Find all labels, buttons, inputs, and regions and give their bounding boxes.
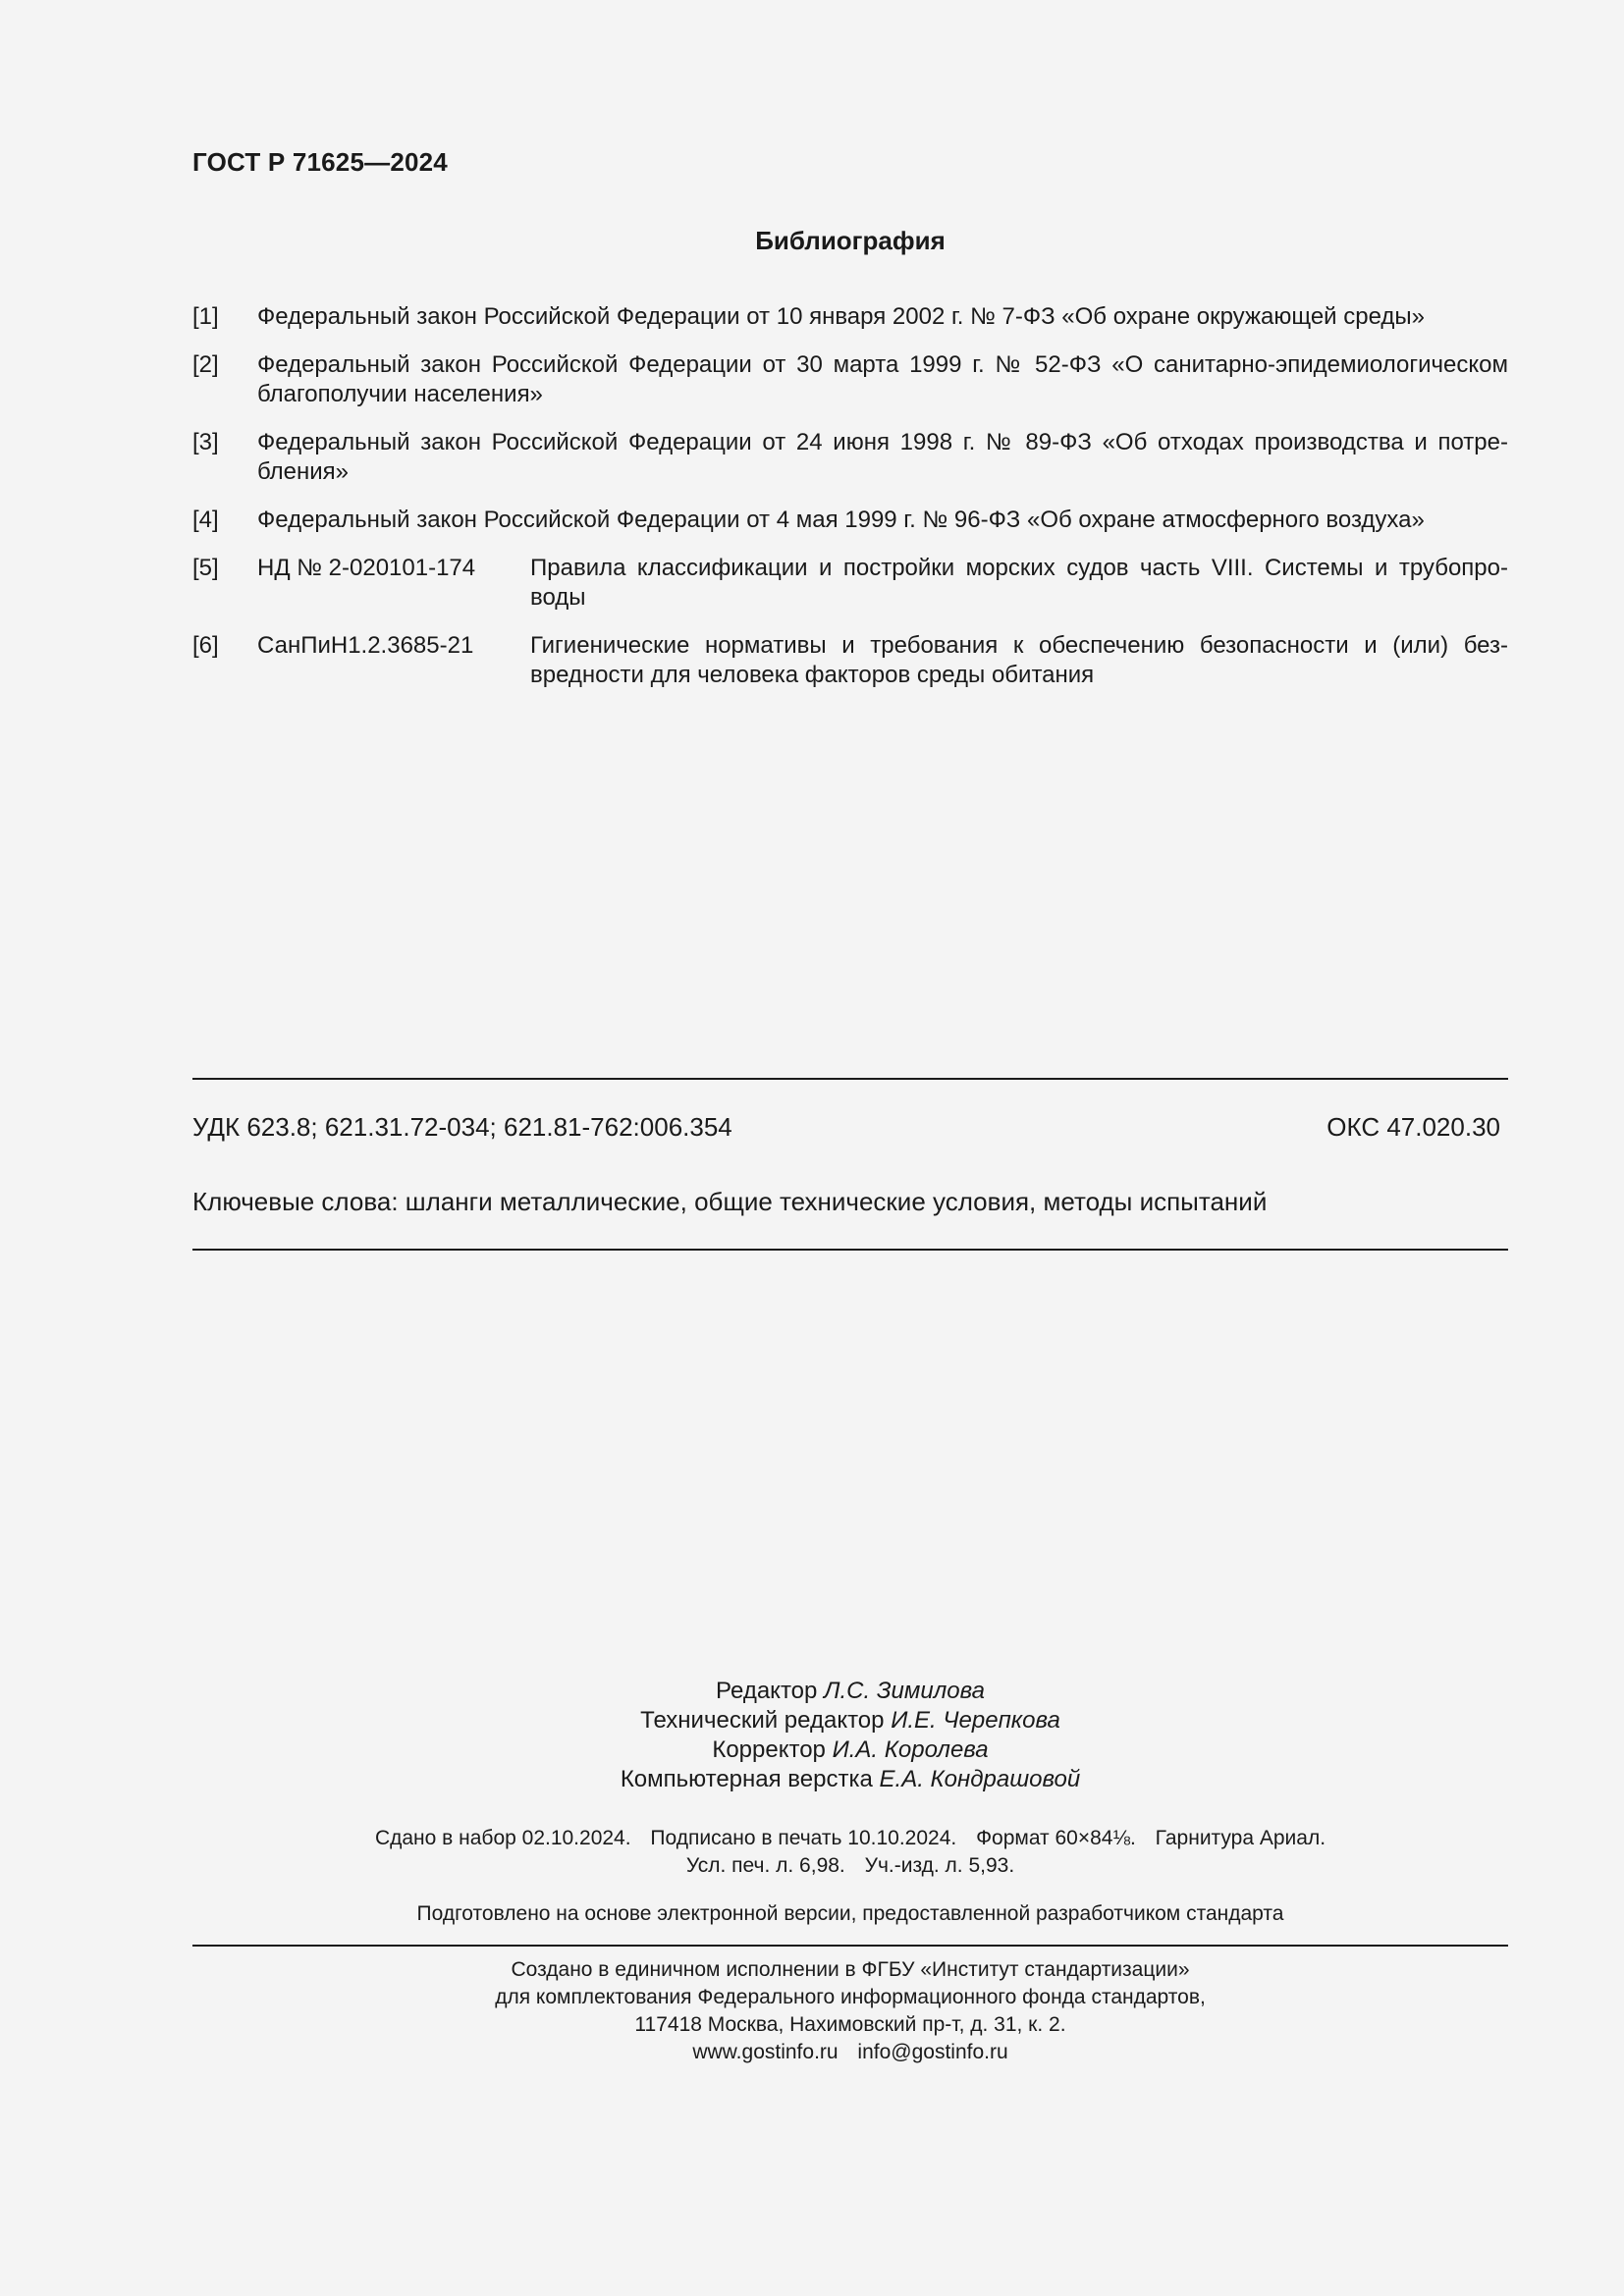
tech-editor-line (192, 1706, 1508, 1735)
corrector-line (192, 1735, 1508, 1765)
bibliography-item-number: [6] (192, 632, 219, 659)
print-info-line-1 (192, 1825, 1508, 1852)
tech-editor-name: И.Е. Черепкова (891, 1707, 1060, 1734)
print-info-line-2 (192, 1852, 1508, 1880)
bibliography-item-text: Гигиенические нормативы и требования к обеспечению безопасности и (или) безвредности для человека факторов среды обитания (530, 632, 1508, 688)
bibliography-item (192, 350, 1508, 409)
publisher-block (192, 1956, 1508, 2066)
typeface: Гарнитура Ариал. (1155, 1827, 1326, 1849)
document-code: ГОСТ Р 71625—2024 (192, 147, 448, 177)
bibliography-item-number: [2] (192, 351, 219, 378)
bibliography-item (192, 631, 1508, 690)
bibliography-list (192, 302, 1508, 709)
bibliography-item-number: [5] (192, 555, 219, 581)
corrector-label: Корректор (712, 1736, 826, 1763)
prepared-note: Подготовлено на основе электронной версии, предоставленной разработчиком стандарта (416, 1902, 1284, 1925)
document-page (192, 0, 1508, 2296)
layout-label: Компьютерная верстка (620, 1766, 873, 1792)
bibliography-item-number: [1] (192, 303, 219, 330)
tech-editor-label: Технический редактор (640, 1707, 885, 1734)
bibliography-title: Библиография (755, 226, 946, 255)
layout-name: Е.А. Кондрашовой (879, 1766, 1081, 1792)
signed-date: Подписано в печать 10.10.2024. (650, 1827, 957, 1849)
publisher-line-1: Создано в единичном исполнении в ФГБУ «Институт стандартизации» (511, 1958, 1190, 1981)
classification-line (192, 1112, 1508, 1143)
print-sheets: Усл. печ. л. 6,98. (685, 1854, 845, 1877)
bibliography-item-text: Правила классификации и постройки морских судов часть VIII. Системы и трубопроводы (530, 555, 1508, 611)
top-divider (192, 1078, 1508, 1080)
publisher-divider (192, 1945, 1508, 1947)
paper-format: Формат 60×84⅛. (976, 1827, 1136, 1849)
udk-code: УДК 623.8; 621.31.72-034; 621.81-762:006.354 (192, 1112, 732, 1142)
corrector-name: И.А. Королева (832, 1736, 989, 1763)
publisher-contacts (192, 2039, 1508, 2066)
submitted-date: Сдано в набор 02.10.2024. (374, 1827, 631, 1849)
website-link[interactable]: www.gostinfo.ru (692, 2041, 839, 2063)
oks-code: ОКС 47.020.30 (1326, 1112, 1500, 1142)
bibliography-item (192, 554, 1508, 613)
publisher-line-2: для комплектования Федерального информационного фонда стандартов, (495, 1986, 1206, 2008)
bibliography-item-text: Федеральный закон Российской Федерации от 10 января 2002 г. № 7-ФЗ «Об охране окружающей среды» (257, 303, 1426, 330)
layout-line (192, 1765, 1508, 1794)
edition-sheets: Уч.-изд. л. 5,93. (864, 1854, 1015, 1877)
editor-name: Л.С. Зимилова (824, 1678, 985, 1704)
bibliography-item (192, 302, 1508, 332)
bibliography-item-text: Федеральный закон Российской Федерации от 24 июня 1998 г. № 89-ФЗ «Об отходах производства и потребления» (257, 429, 1508, 485)
bibliography-item-code: НД № 2-020101-174 (257, 555, 476, 581)
bibliography-item-number: [4] (192, 507, 219, 533)
editor-line (192, 1677, 1508, 1706)
bibliography-item (192, 428, 1508, 487)
bibliography-item-text: Федеральный закон Российской Федерации от 30 марта 1999 г. № 52-ФЗ «О санитарно-эпидемиологическом благополучии населения» (257, 351, 1508, 407)
bibliography-item (192, 506, 1508, 535)
bibliography-item-text: Федеральный закон Российской Федерации от 4 мая 1999 г. № 96-ФЗ «Об охране атмосферного воздуха» (257, 507, 1425, 533)
publisher-address: 117418 Москва, Нахимовский пр-т, д. 31, к. 2. (634, 2013, 1066, 2036)
print-info (192, 1825, 1508, 1880)
keywords: Ключевые слова: шланги металлические, общие технические условия, методы испытаний (192, 1187, 1268, 1216)
editors-block (192, 1677, 1508, 1794)
editor-label: Редактор (716, 1678, 818, 1704)
bibliography-item-number: [3] (192, 429, 219, 455)
keywords-divider (192, 1249, 1508, 1251)
bibliography-item-code: СанПиН1.2.3685-21 (257, 632, 474, 659)
email-link[interactable]: info@gostinfo.ru (857, 2041, 1008, 2063)
